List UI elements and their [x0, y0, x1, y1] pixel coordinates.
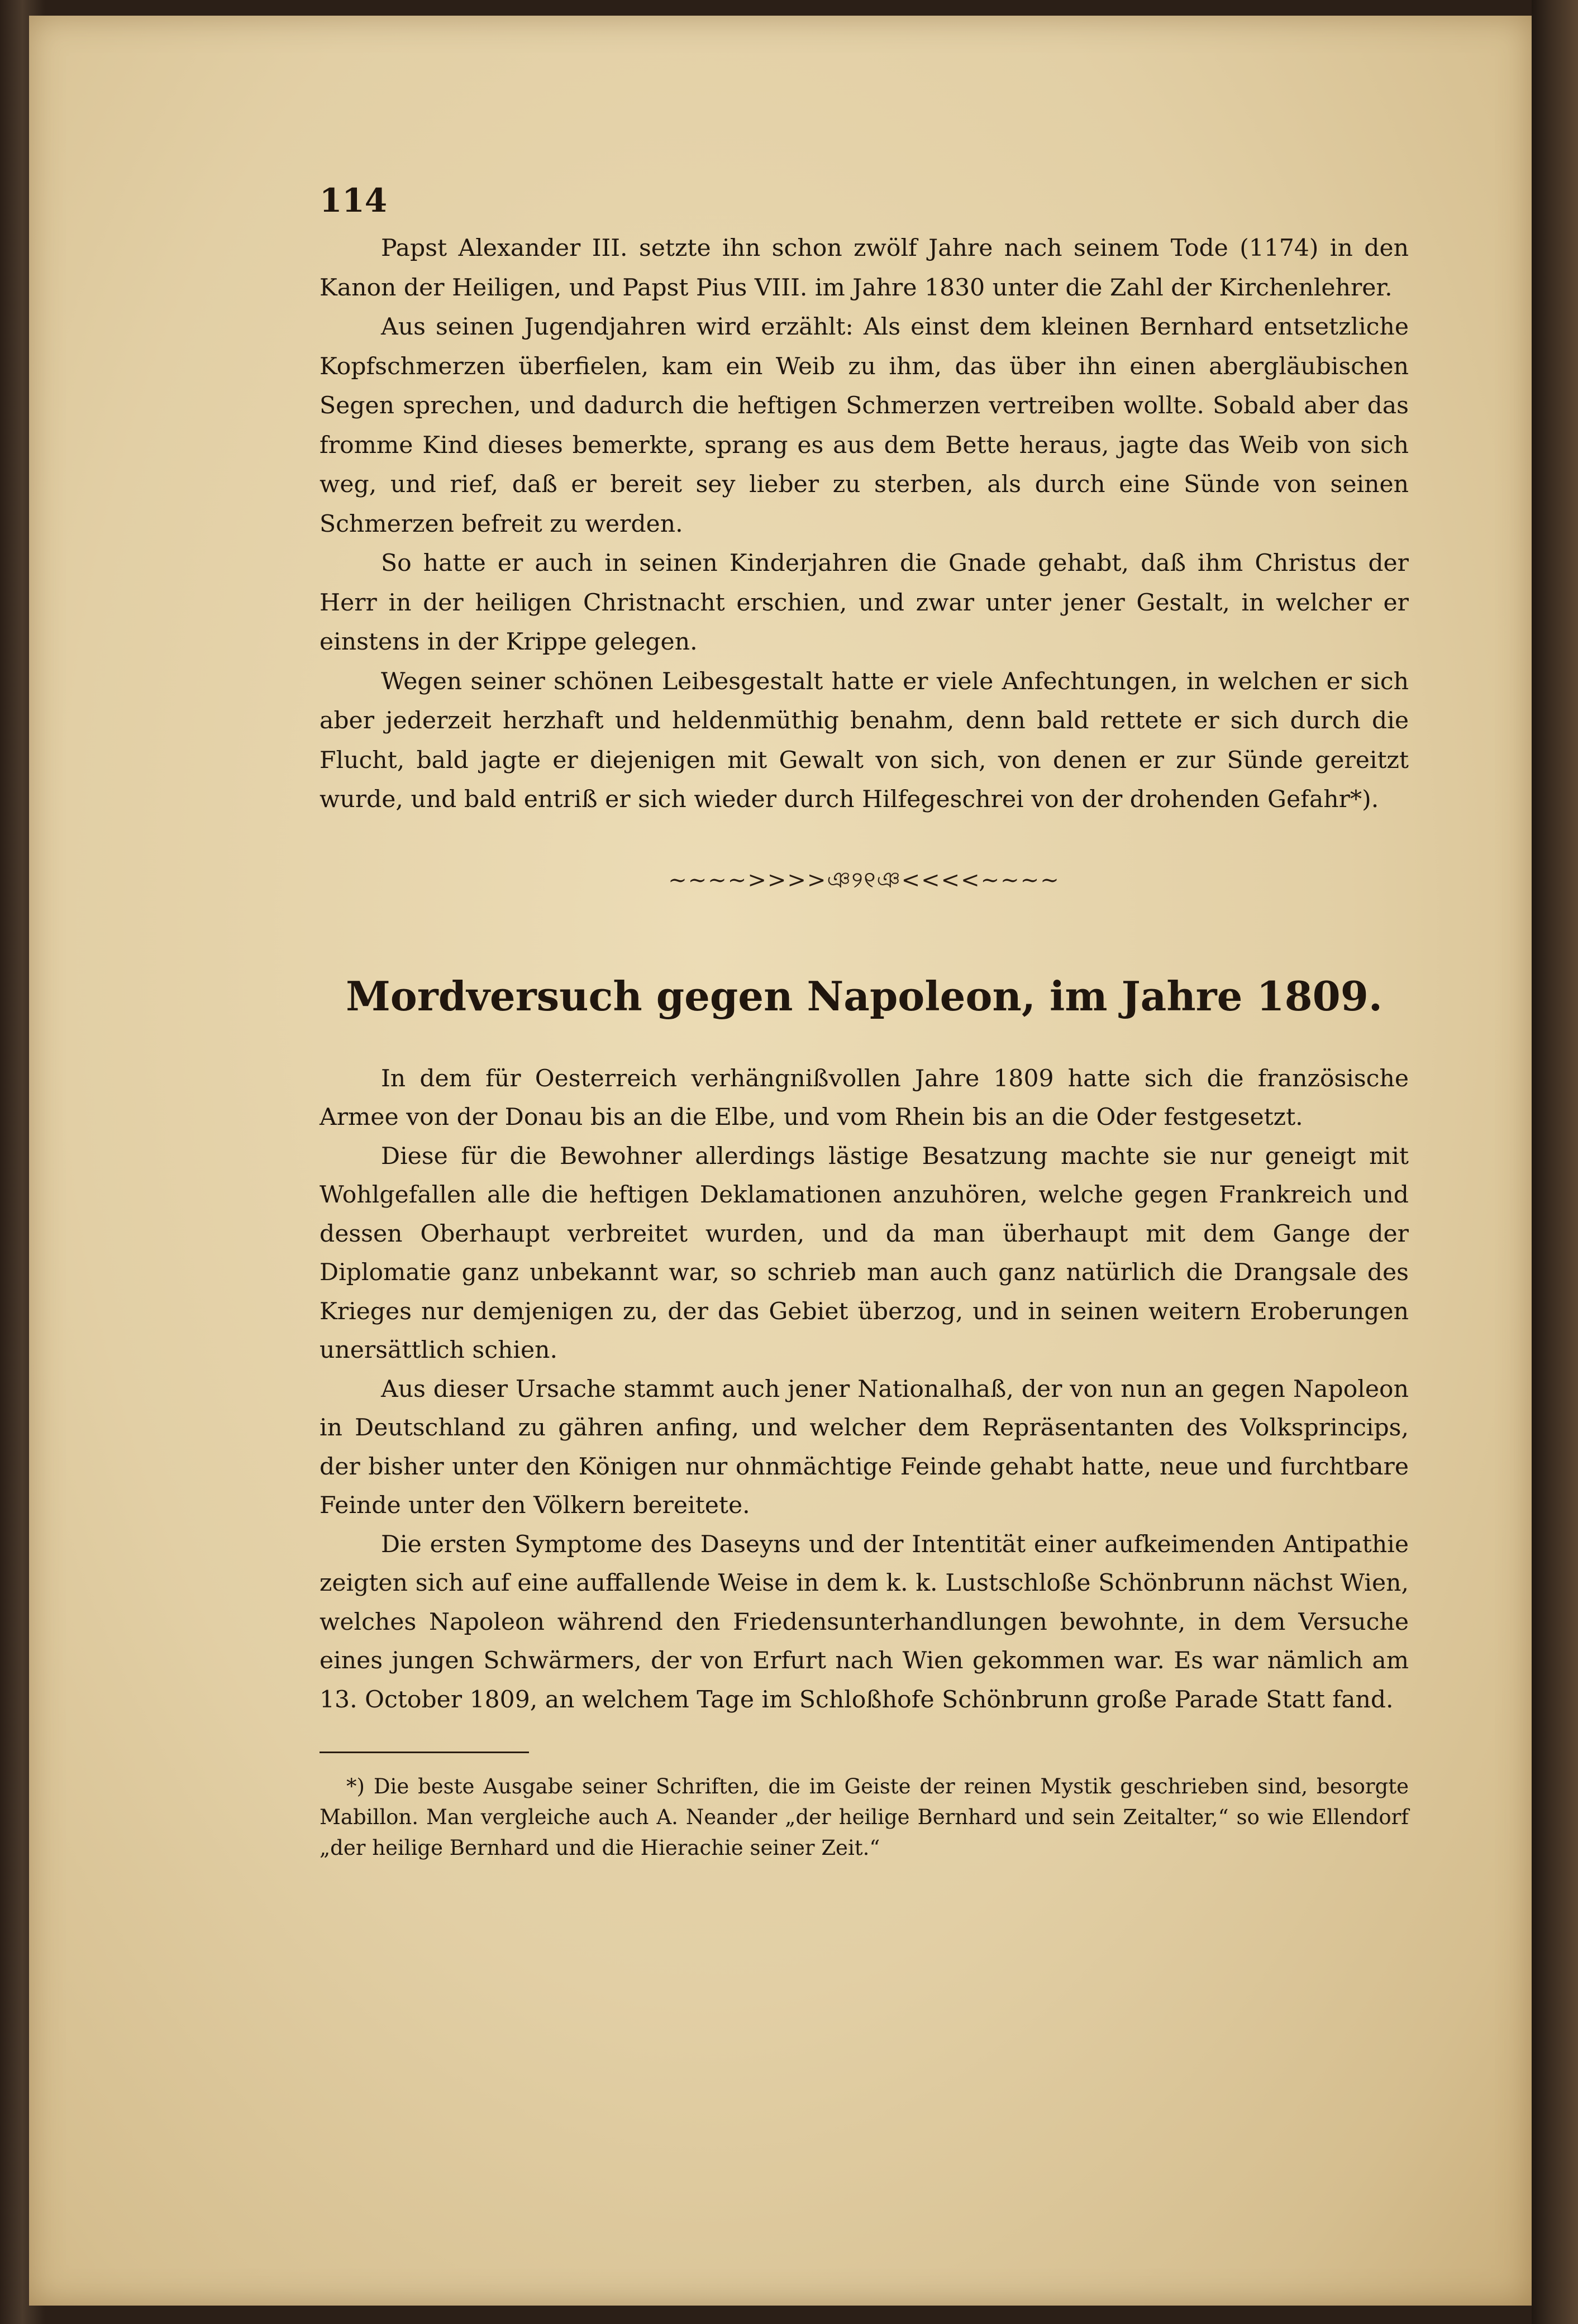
section-title: Mordversuch gegen Napoleon, im Jahre 1809.: [346, 972, 1382, 1020]
section-napoleon: [320, 972, 1409, 1720]
footnote-text: *) Die beste Ausgabe seiner Schriften, die im Geiste der reinen Mystik geschrieben sind, besorgte Mabillon. Man vergleiche auch A. Neander „der heilige Bernhard und sein Zeitalter,“ so wie Ellendorf „der heilige Bernhard und die Hierachie seiner Zeit.“: [320, 1774, 1409, 1860]
paragraph: Die ersten Symptome des Daseyns und der Intentität einer aufkeimenden Antipathie zeigten sich auf eine auffallende Weise in dem k. k. Lustschloße Schönbrunn nächst Wien, welches Napoleon während den Friedensunterhandlungen bewohnte, in dem Versuche eines jungen Schwärmers, der von Erfurt nach Wien gekommen war. Es war nämlich am 13. October 1809, an welchem Tage im Schloßhofe Schönbrunn große Parade Statt fand.: [320, 1530, 1409, 1714]
section-bernhard: [320, 229, 1409, 820]
footnote: [320, 1771, 1409, 1863]
next-page-edge: [1532, 0, 1578, 2324]
paragraph: In dem für Oesterreich verhängnißvollen Jahre 1809 hatte sich die französische Armee von der Donau bis an die Elbe, und vom Rhein bis an die Oder festgesetzt.: [320, 1065, 1409, 1132]
paragraph: Diese für die Bewohner allerdings lästige Besatzung machte sie nur geneigt mit Wohlgefallen alle die heftigen Deklamationen anzuhören, welche gegen Frankreich und dessen Oberhaupt verbreitet wurden, und da man überhaupt mit dem Gange der Diplomatie ganz unbekannt war, so schrieb man auch ganz natürlich die Drangsale des Krieges nur demjenigen zu, der das Gebiet überzog, und in seinen weitern Eroberungen unersättlich schien.: [320, 1142, 1409, 1364]
paragraph: So hatte er auch in seinen Kinderjahren die Gnade gehabt, daß ihm Christus der Herr in der heiligen Christnacht erschien, und zwar unter jener Gestalt, in welcher er einstens in der Krippe gelegen.: [320, 550, 1409, 656]
ornament-divider: ~~~~>>>>ঞ୨୧ঞ<<<<~~~~: [668, 867, 1060, 893]
paragraph: Aus seinen Jugendjahren wird erzählt: Als einst dem kleinen Bernhard entsetzliche Kopfschmerzen überfielen, kam ein Weib zu ihm, das über ihn einen abergläubischen Segen sprechen, und dadurch die heftigen Schmerzen vertreiben wollte. Sobald aber das fromme Kind dieses bemerkte, sprang es aus dem Bette heraus, jagte das Weib von sich weg, und rief, daß er bereit sey lieber zu sterben, als durch eine Sünde von seinen Schmerzen befreit zu werden.: [320, 313, 1409, 538]
page-number: 114: [320, 182, 388, 219]
paragraph: Wegen seiner schönen Leibesgestalt hatte er viele Anfechtungen, in welchen er sich aber jederzeit herzhaft und heldenmüthig benahm, denn bald rettete er sich durch die Flucht, bald jagte er diejenigen mit Gewalt von sich, von denen er zur Sünde gereitzt wurde, und bald entriß er sich wieder durch Hilfegeschrei von der drohenden Gefahr*).: [320, 667, 1409, 813]
page-content: [320, 184, 1409, 1863]
footnote-rule: [320, 1752, 529, 1753]
paragraph: Aus dieser Ursache stammt auch jener Nationalhaß, der von nun an gegen Napoleon in Deutschland zu gähren anfing, und welcher dem Repräsentanten des Volksprincips, der bisher unter den Königen nur ohnmächtige Feinde gehabt hatte, neue und furchtbare Feinde unter den Völkern bereitete.: [320, 1375, 1409, 1520]
paragraph: Papst Alexander III. setzte ihn schon zwölf Jahre nach seinem Tode (1174) in den Kanon der Heiligen, und Papst Pius VIII. im Jahre 1830 unter die Zahl der Kirchenlehrer.: [320, 235, 1409, 302]
